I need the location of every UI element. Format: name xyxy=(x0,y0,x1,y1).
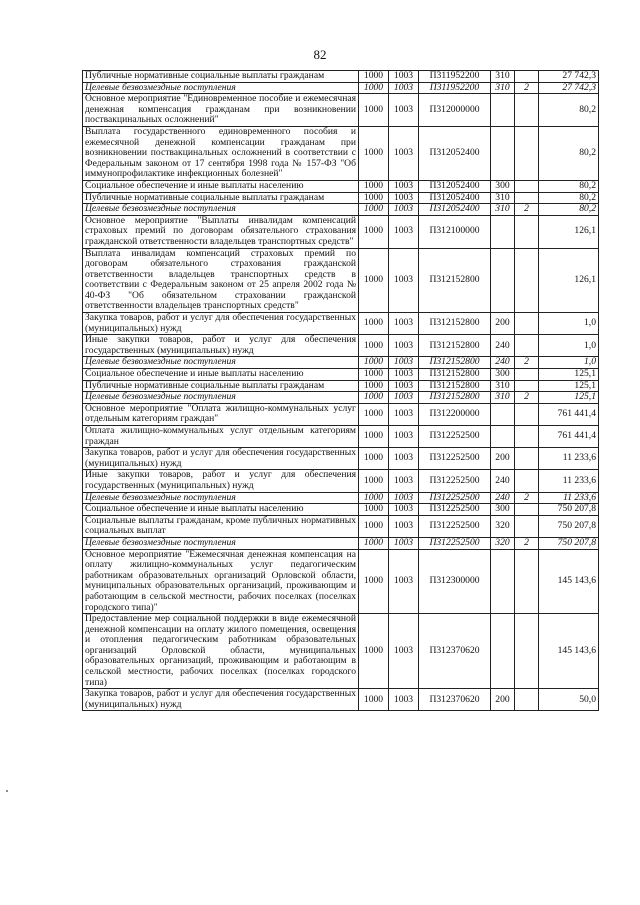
row-subsection: 1003 xyxy=(389,192,419,204)
row-amount: 80,2 xyxy=(539,180,599,192)
row-section: 1000 xyxy=(359,94,389,127)
row-target-code: П312370620 xyxy=(419,689,491,711)
row-subsection: 1003 xyxy=(389,515,419,537)
row-amount: 11 233,6 xyxy=(539,470,599,492)
row-subsection: 1003 xyxy=(389,549,419,614)
row-expense-type: 310 xyxy=(491,192,515,204)
row-target-code: П312152800 xyxy=(419,369,491,381)
row-expense-type: 310 xyxy=(491,71,515,83)
row-target-code: П312300000 xyxy=(419,549,491,614)
row-target-code: П312152800 xyxy=(419,380,491,392)
row-section: 1000 xyxy=(359,380,389,392)
table-row xyxy=(83,126,599,180)
row-subsection: 1003 xyxy=(389,448,419,470)
row-source-code xyxy=(515,71,539,83)
row-amount: 750 207,8 xyxy=(539,504,599,516)
row-source-code: 2 xyxy=(515,82,539,94)
table-row xyxy=(83,369,599,381)
row-section: 1000 xyxy=(359,357,389,369)
table-row xyxy=(83,504,599,516)
table-row xyxy=(83,492,599,504)
row-source-code xyxy=(515,126,539,180)
row-section: 1000 xyxy=(359,426,389,448)
row-target-code: П311952200 xyxy=(419,71,491,83)
row-target-code: П312370620 xyxy=(419,614,491,689)
row-amount: 145 143,6 xyxy=(539,549,599,614)
row-subsection: 1003 xyxy=(389,689,419,711)
table-row xyxy=(83,392,599,404)
row-source-code xyxy=(515,448,539,470)
row-description: Публичные нормативные социальные выплаты гражданам xyxy=(83,71,359,83)
row-source-code xyxy=(515,248,539,313)
row-subsection: 1003 xyxy=(389,215,419,248)
row-description: Социальное обеспечение и иные выплаты населению xyxy=(83,504,359,516)
row-expense-type xyxy=(491,215,515,248)
table-row xyxy=(83,192,599,204)
row-source-code xyxy=(515,426,539,448)
row-description: Основное мероприятие "Выплаты инвалидам компенсаций страховых премий по договорам обязательного страхования гражданской ответственности владельцев транспортных средств" xyxy=(83,215,359,248)
row-subsection: 1003 xyxy=(389,369,419,381)
row-source-code: 2 xyxy=(515,204,539,216)
row-description: Целевые безвозмездные поступления xyxy=(83,82,359,94)
row-amount: 125,1 xyxy=(539,380,599,392)
row-section: 1000 xyxy=(359,313,389,335)
row-description: Иные закупки товаров, работ и услуг для обеспечения государственных (муниципальных) нужд xyxy=(83,470,359,492)
row-section: 1000 xyxy=(359,470,389,492)
row-subsection: 1003 xyxy=(389,504,419,516)
row-expense-type xyxy=(491,94,515,127)
row-subsection: 1003 xyxy=(389,470,419,492)
row-expense-type xyxy=(491,549,515,614)
row-section: 1000 xyxy=(359,71,389,83)
table-row xyxy=(83,215,599,248)
table-row xyxy=(83,71,599,83)
row-expense-type xyxy=(491,126,515,180)
row-source-code xyxy=(515,215,539,248)
row-amount: 80,2 xyxy=(539,192,599,204)
row-target-code: П312052400 xyxy=(419,192,491,204)
table-row xyxy=(83,82,599,94)
row-section: 1000 xyxy=(359,126,389,180)
row-target-code: П312252500 xyxy=(419,426,491,448)
row-description: Закупка товаров, работ и услуг для обеспечения государственных (муниципальных) нужд xyxy=(83,313,359,335)
row-target-code: П312252500 xyxy=(419,515,491,537)
row-expense-type xyxy=(491,403,515,425)
row-amount: 750 207,8 xyxy=(539,515,599,537)
row-source-code xyxy=(515,335,539,357)
row-description: Оплата жилищно-коммунальных услуг отдельным категориям граждан xyxy=(83,426,359,448)
row-source-code xyxy=(515,614,539,689)
row-description: Публичные нормативные социальные выплаты гражданам xyxy=(83,380,359,392)
row-target-code: П312252500 xyxy=(419,504,491,516)
row-section: 1000 xyxy=(359,392,389,404)
table-row xyxy=(83,403,599,425)
row-subsection: 1003 xyxy=(389,492,419,504)
row-expense-type: 200 xyxy=(491,689,515,711)
table-row xyxy=(83,248,599,313)
table-body xyxy=(83,71,599,711)
row-target-code: П312000000 xyxy=(419,94,491,127)
row-section: 1000 xyxy=(359,515,389,537)
row-amount: 1,0 xyxy=(539,313,599,335)
row-source-code xyxy=(515,689,539,711)
row-target-code: П312252500 xyxy=(419,448,491,470)
row-source-code xyxy=(515,192,539,204)
row-target-code: П312052400 xyxy=(419,126,491,180)
row-amount: 50,0 xyxy=(539,689,599,711)
table-row xyxy=(83,689,599,711)
row-description: Целевые безвозмездные поступления xyxy=(83,492,359,504)
row-description: Целевые безвозмездные поступления xyxy=(83,537,359,549)
row-description: Публичные нормативные социальные выплаты гражданам xyxy=(83,192,359,204)
row-expense-type: 300 xyxy=(491,504,515,516)
row-amount: 761 441,4 xyxy=(539,403,599,425)
row-amount: 80,2 xyxy=(539,204,599,216)
row-description: Выплата инвалидам компенсаций страховых премий по договорам обязательного страхования гражданской ответственности владельцев транспортных средств в соответствии с Федеральным законом от 25 апреля 2002 года № 40-ФЗ "Об обязательном страховании гражданской ответственности владельцев транспортных средств" xyxy=(83,248,359,313)
row-section: 1000 xyxy=(359,82,389,94)
row-source-code: 2 xyxy=(515,392,539,404)
row-subsection: 1003 xyxy=(389,180,419,192)
row-subsection: 1003 xyxy=(389,313,419,335)
table-row xyxy=(83,94,599,127)
row-target-code: П312200000 xyxy=(419,403,491,425)
row-description: Социальное обеспечение и иные выплаты населению xyxy=(83,180,359,192)
row-amount: 126,1 xyxy=(539,215,599,248)
row-source-code xyxy=(515,180,539,192)
row-source-code xyxy=(515,380,539,392)
row-description: Целевые безвозмездные поступления xyxy=(83,357,359,369)
row-subsection: 1003 xyxy=(389,248,419,313)
row-subsection: 1003 xyxy=(389,426,419,448)
table-row xyxy=(83,380,599,392)
table-row xyxy=(83,549,599,614)
row-section: 1000 xyxy=(359,335,389,357)
row-expense-type: 310 xyxy=(491,82,515,94)
row-section: 1000 xyxy=(359,549,389,614)
row-expense-type: 240 xyxy=(491,470,515,492)
page-number: 82 xyxy=(313,47,327,62)
row-amount: 1,0 xyxy=(539,357,599,369)
row-subsection: 1003 xyxy=(389,403,419,425)
row-source-code xyxy=(515,470,539,492)
row-target-code: П312152800 xyxy=(419,357,491,369)
row-expense-type xyxy=(491,426,515,448)
row-expense-type: 310 xyxy=(491,380,515,392)
row-target-code: П312252500 xyxy=(419,492,491,504)
table-row xyxy=(83,204,599,216)
row-subsection: 1003 xyxy=(389,204,419,216)
row-source-code xyxy=(515,403,539,425)
row-section: 1000 xyxy=(359,204,389,216)
row-amount: 126,1 xyxy=(539,248,599,313)
row-amount: 1,0 xyxy=(539,335,599,357)
row-source-code xyxy=(515,94,539,127)
row-section: 1000 xyxy=(359,492,389,504)
row-expense-type: 310 xyxy=(491,392,515,404)
row-expense-type: 300 xyxy=(491,180,515,192)
row-amount: 27 742,3 xyxy=(539,82,599,94)
table-row xyxy=(83,537,599,549)
row-expense-type: 240 xyxy=(491,357,515,369)
row-source-code: 2 xyxy=(515,357,539,369)
row-expense-type: 310 xyxy=(491,204,515,216)
row-source-code xyxy=(515,504,539,516)
row-target-code: П312052400 xyxy=(419,204,491,216)
row-subsection: 1003 xyxy=(389,126,419,180)
row-description: Закупка товаров, работ и услуг для обеспечения государственных (муниципальных) нужд xyxy=(83,689,359,711)
row-source-code: 2 xyxy=(515,492,539,504)
row-expense-type: 200 xyxy=(491,448,515,470)
row-description: Целевые безвозмездные поступления xyxy=(83,204,359,216)
row-subsection: 1003 xyxy=(389,335,419,357)
row-section: 1000 xyxy=(359,192,389,204)
row-amount: 761 441,4 xyxy=(539,426,599,448)
row-amount: 11 233,6 xyxy=(539,448,599,470)
row-description: Основное мероприятие "Единовременное пособие и ежемесячная денежная компенсация гражданам при возникновении поствакцинальных осложнений" xyxy=(83,94,359,127)
table-row xyxy=(83,448,599,470)
row-target-code: П312152800 xyxy=(419,335,491,357)
row-target-code: П312100000 xyxy=(419,215,491,248)
row-expense-type: 320 xyxy=(491,515,515,537)
row-description: Социальное обеспечение и иные выплаты населению xyxy=(83,369,359,381)
row-section: 1000 xyxy=(359,448,389,470)
row-source-code xyxy=(515,369,539,381)
row-section: 1000 xyxy=(359,689,389,711)
row-subsection: 1003 xyxy=(389,94,419,127)
row-description: Социальные выплаты гражданам, кроме публичных нормативных социальных выплат xyxy=(83,515,359,537)
row-subsection: 1003 xyxy=(389,392,419,404)
row-target-code: П312252500 xyxy=(419,537,491,549)
row-expense-type: 240 xyxy=(491,492,515,504)
row-subsection: 1003 xyxy=(389,82,419,94)
row-description: Основное мероприятие "Оплата жилищно-коммунальных услуг отдельным категориям граждан" xyxy=(83,403,359,425)
row-expense-type xyxy=(491,248,515,313)
row-subsection: 1003 xyxy=(389,537,419,549)
row-section: 1000 xyxy=(359,248,389,313)
row-amount: 125,1 xyxy=(539,369,599,381)
row-source-code: 2 xyxy=(515,537,539,549)
table-row xyxy=(83,426,599,448)
table-row xyxy=(83,180,599,192)
table-row xyxy=(83,357,599,369)
row-target-code: П312152800 xyxy=(419,248,491,313)
row-source-code xyxy=(515,515,539,537)
row-section: 1000 xyxy=(359,614,389,689)
row-amount: 27 742,3 xyxy=(539,71,599,83)
row-section: 1000 xyxy=(359,215,389,248)
row-section: 1000 xyxy=(359,180,389,192)
row-section: 1000 xyxy=(359,504,389,516)
row-amount: 125,1 xyxy=(539,392,599,404)
table-row xyxy=(83,470,599,492)
scan-speck xyxy=(6,790,8,792)
table-row xyxy=(83,614,599,689)
row-description: Целевые безвозмездные поступления xyxy=(83,392,359,404)
row-expense-type: 240 xyxy=(491,335,515,357)
row-target-code: П312152800 xyxy=(419,392,491,404)
row-source-code xyxy=(515,549,539,614)
row-expense-type: 300 xyxy=(491,369,515,381)
row-target-code: П311952200 xyxy=(419,82,491,94)
row-expense-type: 320 xyxy=(491,537,515,549)
row-target-code: П312152800 xyxy=(419,313,491,335)
table-row xyxy=(83,515,599,537)
row-subsection: 1003 xyxy=(389,380,419,392)
row-section: 1000 xyxy=(359,369,389,381)
row-amount: 11 233,6 xyxy=(539,492,599,504)
budget-table xyxy=(82,70,599,711)
row-subsection: 1003 xyxy=(389,357,419,369)
row-subsection: 1003 xyxy=(389,614,419,689)
row-description: Выплата государственного единовременного пособия и ежемесячной денежной компенсации гражданам при возникновении поствакцинальных осложнений в соответствии с Федеральным законом от 17 сентября 1998 года № 157-ФЗ "Об иммунопрофилактике инфекционных болезней" xyxy=(83,126,359,180)
row-expense-type xyxy=(491,614,515,689)
row-section: 1000 xyxy=(359,537,389,549)
row-subsection: 1003 xyxy=(389,71,419,83)
row-description: Иные закупки товаров, работ и услуг для обеспечения государственных (муниципальных) нужд xyxy=(83,335,359,357)
row-target-code: П312052400 xyxy=(419,180,491,192)
table-row xyxy=(83,313,599,335)
row-amount: 750 207,8 xyxy=(539,537,599,549)
row-expense-type: 200 xyxy=(491,313,515,335)
row-amount: 80,2 xyxy=(539,126,599,180)
row-amount: 80,2 xyxy=(539,94,599,127)
table-row xyxy=(83,335,599,357)
row-section: 1000 xyxy=(359,403,389,425)
row-amount: 145 143,6 xyxy=(539,614,599,689)
row-source-code xyxy=(515,313,539,335)
row-description: Основное мероприятие "Ежемесячная денежная компенсация на оплату жилищно-коммунальных услуг педагогическим работникам образовательных организаций Орловской области, муниципальных образовательных организаций, проживающим и работающим в сельской местности, рабочих поселках (поселках городского типа)" xyxy=(83,549,359,614)
row-target-code: П312252500 xyxy=(419,470,491,492)
row-description: Закупка товаров, работ и услуг для обеспечения государственных (муниципальных) нужд xyxy=(83,448,359,470)
row-description: Предоставление мер социальной поддержки в виде ежемесячной денежной компенсации на оплату жилого помещения, освещения и отопления педагогическим работникам образовательных организаций Орловской области, муниципальных образовательных организаций, проживающим и работающим в сельской местности, рабочих поселках (поселках городского типа) xyxy=(83,614,359,689)
